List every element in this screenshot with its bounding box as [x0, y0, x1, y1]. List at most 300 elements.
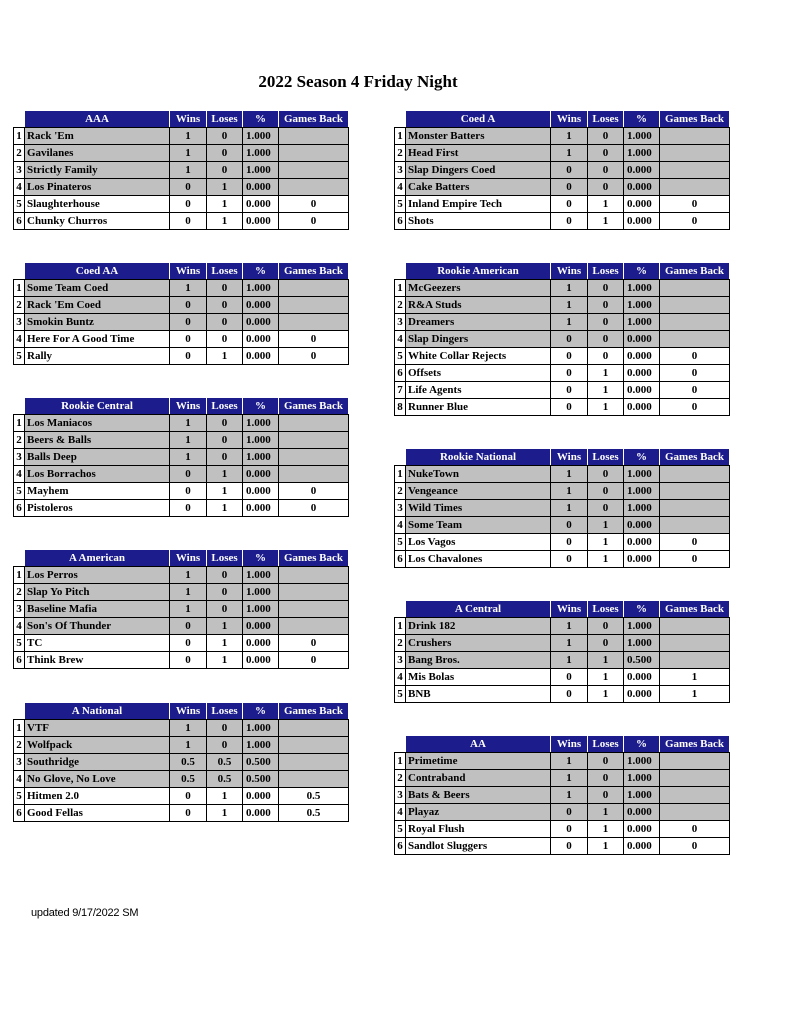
updated-note: updated 9/17/2022 SM: [31, 907, 139, 919]
games-back-cell: [660, 145, 730, 162]
rank-cell: 3: [14, 754, 25, 771]
loses-cell: 1: [207, 196, 243, 213]
table-row: [14, 145, 349, 162]
wins-cell: 1: [551, 280, 588, 297]
wins-cell: 0: [551, 534, 588, 551]
loses-cell: 0: [588, 145, 624, 162]
table-row: [14, 618, 349, 635]
team-name-cell: Rack 'Em Coed: [25, 297, 170, 314]
table-header-row: [395, 601, 730, 618]
rank-cell: 6: [395, 838, 406, 855]
table-row: [395, 162, 730, 179]
pct-cell: 0.000: [624, 213, 660, 230]
rank-header: [14, 263, 25, 280]
games-back-cell: [660, 128, 730, 145]
loses-cell: 0: [588, 128, 624, 145]
team-name-cell: McGeezers: [406, 280, 551, 297]
loses-cell: 1: [207, 500, 243, 517]
loses-cell: 0: [207, 297, 243, 314]
games-back-cell: 0: [660, 348, 730, 365]
pct-header: %: [624, 263, 660, 280]
pct-cell: 1.000: [243, 432, 279, 449]
team-name-cell: Wolfpack: [25, 737, 170, 754]
table-header-row: [14, 550, 349, 567]
games-back-cell: 0.5: [279, 788, 349, 805]
team-name-cell: Beers & Balls: [25, 432, 170, 449]
loses-cell: 1: [588, 517, 624, 534]
rank-cell: 5: [14, 635, 25, 652]
wins-cell: 1: [170, 162, 207, 179]
table-row: [395, 331, 730, 348]
loses-cell: 0: [207, 720, 243, 737]
loses-cell: 0: [207, 449, 243, 466]
loses-cell: 0: [207, 128, 243, 145]
loses-cell: 1: [588, 652, 624, 669]
games-back-cell: 0: [660, 382, 730, 399]
team-name-cell: Some Team Coed: [25, 280, 170, 297]
games-back-cell: 0: [660, 196, 730, 213]
team-name-cell: Primetime: [406, 753, 551, 770]
loses-cell: 0: [207, 567, 243, 584]
pct-cell: 0.000: [243, 483, 279, 500]
rank-cell: 4: [14, 618, 25, 635]
loses-cell: 0: [588, 483, 624, 500]
table-row: [395, 787, 730, 804]
table-row: [395, 804, 730, 821]
table-row: [14, 128, 349, 145]
games-back-header: Games Back: [660, 601, 730, 618]
pct-cell: 0.000: [243, 500, 279, 517]
team-name-cell: Wild Times: [406, 500, 551, 517]
loses-cell: 0: [588, 618, 624, 635]
rank-cell: 5: [395, 348, 406, 365]
team-name-cell: Inland Empire Tech: [406, 196, 551, 213]
team-name-cell: Think Brew: [25, 652, 170, 669]
wins-header: Wins: [551, 601, 588, 618]
table-row: [395, 145, 730, 162]
rank-cell: 3: [395, 162, 406, 179]
rank-cell: 4: [14, 179, 25, 196]
games-back-cell: [279, 754, 349, 771]
rank-cell: 4: [395, 669, 406, 686]
rank-cell: 5: [395, 686, 406, 703]
team-name-cell: Southridge: [25, 754, 170, 771]
wins-cell: 0: [170, 805, 207, 822]
pct-cell: 0.000: [624, 399, 660, 416]
games-back-header: Games Back: [279, 703, 349, 720]
team-name-cell: Smokin Buntz: [25, 314, 170, 331]
wins-cell: 1: [170, 145, 207, 162]
wins-cell: 0: [551, 382, 588, 399]
wins-cell: 0: [551, 399, 588, 416]
wins-cell: 1: [170, 415, 207, 432]
pct-cell: 0.000: [624, 382, 660, 399]
pct-cell: 0.000: [243, 348, 279, 365]
loses-cell: 0: [588, 314, 624, 331]
wins-cell: 1: [170, 601, 207, 618]
loses-cell: 0: [588, 787, 624, 804]
team-name-cell: Los Borrachos: [25, 466, 170, 483]
rank-header: [395, 263, 406, 280]
rank-cell: 4: [395, 804, 406, 821]
games-back-cell: 0: [660, 838, 730, 855]
rank-cell: 1: [14, 567, 25, 584]
games-back-cell: [279, 737, 349, 754]
games-back-header: Games Back: [660, 449, 730, 466]
team-name-cell: Gavilanes: [25, 145, 170, 162]
games-back-cell: [660, 652, 730, 669]
loses-cell: 1: [207, 483, 243, 500]
pct-cell: 1.000: [624, 297, 660, 314]
team-name-cell: Rally: [25, 348, 170, 365]
games-back-cell: [279, 432, 349, 449]
rank-cell: 6: [14, 500, 25, 517]
wins-cell: 0: [551, 179, 588, 196]
loses-cell: 0: [588, 297, 624, 314]
division-name: Rookie National: [406, 449, 551, 466]
team-name-cell: Rack 'Em: [25, 128, 170, 145]
pct-cell: 0.000: [624, 517, 660, 534]
table-row: [14, 567, 349, 584]
pct-cell: 1.000: [624, 483, 660, 500]
pct-header: %: [624, 601, 660, 618]
loses-cell: 1: [207, 179, 243, 196]
rank-cell: 1: [395, 466, 406, 483]
rank-cell: 4: [395, 331, 406, 348]
wins-cell: 0: [551, 551, 588, 568]
wins-cell: 0.5: [170, 754, 207, 771]
games-back-cell: [660, 753, 730, 770]
table-row: [14, 179, 349, 196]
team-name-cell: Sandlot Sluggers: [406, 838, 551, 855]
loses-header: Loses: [588, 263, 624, 280]
rank-cell: 2: [395, 483, 406, 500]
team-name-cell: Head First: [406, 145, 551, 162]
table-row: [14, 331, 349, 348]
loses-cell: 0: [588, 280, 624, 297]
loses-cell: 0: [207, 432, 243, 449]
pct-cell: 0.000: [243, 331, 279, 348]
wins-cell: 1: [551, 500, 588, 517]
table-header-row: [14, 398, 349, 415]
games-back-cell: [660, 517, 730, 534]
table-header-row: [14, 703, 349, 720]
division-name: A American: [25, 550, 170, 567]
table-row: [14, 415, 349, 432]
team-name-cell: R&A Studs: [406, 297, 551, 314]
rank-cell: 3: [14, 449, 25, 466]
team-name-cell: Chunky Churros: [25, 213, 170, 230]
table-row: [395, 534, 730, 551]
games-back-header: Games Back: [660, 736, 730, 753]
pct-cell: 0.000: [243, 196, 279, 213]
team-name-cell: Some Team: [406, 517, 551, 534]
pct-cell: 0.000: [243, 314, 279, 331]
loses-cell: 0: [588, 179, 624, 196]
loses-cell: 0: [588, 753, 624, 770]
table-header-row: [395, 736, 730, 753]
division-table-coed-a: [394, 110, 730, 230]
loses-cell: 1: [588, 804, 624, 821]
pct-cell: 1.000: [243, 415, 279, 432]
loses-header: Loses: [588, 449, 624, 466]
wins-cell: 0: [170, 635, 207, 652]
wins-cell: 1: [170, 280, 207, 297]
games-back-cell: 0: [279, 348, 349, 365]
team-name-cell: Bang Bros.: [406, 652, 551, 669]
wins-cell: 1: [551, 314, 588, 331]
games-back-cell: 0: [279, 483, 349, 500]
team-name-cell: Baseline Mafia: [25, 601, 170, 618]
loses-cell: 1: [207, 213, 243, 230]
table-row: [395, 399, 730, 416]
rank-header: [14, 703, 25, 720]
loses-header: Loses: [207, 398, 243, 415]
wins-header: Wins: [170, 111, 207, 128]
loses-cell: 0: [207, 737, 243, 754]
loses-header: Loses: [588, 601, 624, 618]
division-name: Coed A: [406, 111, 551, 128]
team-name-cell: Life Agents: [406, 382, 551, 399]
pct-cell: 0.000: [243, 466, 279, 483]
loses-cell: 1: [588, 534, 624, 551]
rank-header: [395, 601, 406, 618]
pct-cell: 0.000: [624, 686, 660, 703]
games-back-header: Games Back: [660, 263, 730, 280]
wins-cell: 0: [551, 213, 588, 230]
pct-header: %: [624, 449, 660, 466]
rank-header: [395, 449, 406, 466]
games-back-cell: [660, 787, 730, 804]
pct-cell: 1.000: [243, 280, 279, 297]
rank-cell: 4: [14, 466, 25, 483]
table-row: [395, 466, 730, 483]
games-back-header: Games Back: [279, 263, 349, 280]
rank-cell: 4: [14, 771, 25, 788]
wins-cell: 1: [170, 584, 207, 601]
pct-cell: 0.000: [243, 297, 279, 314]
games-back-cell: [279, 771, 349, 788]
rank-cell: 3: [14, 601, 25, 618]
wins-header: Wins: [170, 398, 207, 415]
rank-cell: 5: [395, 534, 406, 551]
division-table-a-central: [394, 600, 730, 703]
table-header-row: [14, 111, 349, 128]
wins-cell: 1: [551, 787, 588, 804]
wins-cell: 0: [551, 838, 588, 855]
pct-header: %: [243, 703, 279, 720]
table-row: [14, 771, 349, 788]
loses-cell: 0: [588, 635, 624, 652]
team-name-cell: Hitmen 2.0: [25, 788, 170, 805]
pct-cell: 1.000: [624, 753, 660, 770]
loses-cell: 1: [588, 196, 624, 213]
games-back-cell: [279, 128, 349, 145]
table-row: [395, 618, 730, 635]
rank-cell: 2: [14, 145, 25, 162]
games-back-cell: [660, 162, 730, 179]
table-row: [395, 314, 730, 331]
wins-header: Wins: [170, 550, 207, 567]
team-name-cell: No Glove, No Love: [25, 771, 170, 788]
rank-cell: 2: [14, 297, 25, 314]
wins-cell: 0: [170, 331, 207, 348]
loses-header: Loses: [207, 111, 243, 128]
team-name-cell: Pistoleros: [25, 500, 170, 517]
table-row: [395, 551, 730, 568]
division-table-aa: [394, 735, 730, 855]
pct-cell: 1.000: [624, 128, 660, 145]
loses-header: Loses: [207, 550, 243, 567]
wins-cell: 1: [551, 652, 588, 669]
pct-cell: 1.000: [243, 567, 279, 584]
table-row: [14, 805, 349, 822]
games-back-cell: 0: [279, 652, 349, 669]
loses-cell: 1: [207, 618, 243, 635]
team-name-cell: Slap Yo Pitch: [25, 584, 170, 601]
pct-cell: 0.000: [624, 179, 660, 196]
loses-cell: 0: [207, 601, 243, 618]
rank-cell: 3: [395, 787, 406, 804]
wins-cell: 1: [551, 770, 588, 787]
pct-cell: 0.500: [624, 652, 660, 669]
division-name: Coed AA: [25, 263, 170, 280]
pct-cell: 1.000: [624, 787, 660, 804]
table-row: [14, 483, 349, 500]
team-name-cell: VTF: [25, 720, 170, 737]
rank-cell: 2: [395, 145, 406, 162]
rank-cell: 3: [395, 500, 406, 517]
loses-cell: 1: [588, 838, 624, 855]
wins-cell: 0: [551, 196, 588, 213]
pct-cell: 1.000: [624, 618, 660, 635]
games-back-cell: 1: [660, 686, 730, 703]
table-row: [395, 753, 730, 770]
team-name-cell: Offsets: [406, 365, 551, 382]
pct-cell: 1.000: [624, 466, 660, 483]
pct-cell: 0.000: [624, 838, 660, 855]
division-name: Rookie American: [406, 263, 551, 280]
rank-cell: 5: [14, 788, 25, 805]
games-back-cell: [660, 466, 730, 483]
table-row: [395, 669, 730, 686]
wins-cell: 0: [551, 686, 588, 703]
table-header-row: [395, 263, 730, 280]
division-table-rookie-national: [394, 448, 730, 568]
rank-cell: 1: [395, 618, 406, 635]
division-table-a-american: [13, 549, 349, 669]
division-table-rookie-central: [13, 397, 349, 517]
loses-cell: 0: [207, 162, 243, 179]
wins-cell: 1: [170, 449, 207, 466]
table-row: [14, 584, 349, 601]
loses-cell: 0: [588, 466, 624, 483]
rank-cell: 1: [395, 128, 406, 145]
games-back-cell: 0: [660, 213, 730, 230]
rank-cell: 3: [395, 652, 406, 669]
loses-cell: 1: [207, 788, 243, 805]
loses-cell: 1: [588, 551, 624, 568]
pct-cell: 1.000: [624, 145, 660, 162]
table-row: [14, 162, 349, 179]
wins-cell: 0: [170, 618, 207, 635]
pct-cell: 1.000: [624, 500, 660, 517]
pct-cell: 0.000: [243, 788, 279, 805]
pct-cell: 1.000: [243, 128, 279, 145]
table-row: [14, 737, 349, 754]
table-row: [14, 280, 349, 297]
loses-cell: 1: [588, 399, 624, 416]
wins-cell: 1: [170, 432, 207, 449]
table-row: [395, 770, 730, 787]
games-back-cell: 0: [660, 365, 730, 382]
table-row: [395, 213, 730, 230]
pct-cell: 1.000: [243, 720, 279, 737]
team-name-cell: Slaughterhouse: [25, 196, 170, 213]
rank-cell: 6: [14, 805, 25, 822]
division-table-rookie-american: [394, 262, 730, 416]
team-name-cell: NukeTown: [406, 466, 551, 483]
pct-header: %: [243, 550, 279, 567]
wins-cell: 0: [551, 804, 588, 821]
games-back-cell: [660, 179, 730, 196]
wins-cell: 0: [170, 466, 207, 483]
wins-cell: 0: [551, 669, 588, 686]
table-row: [395, 365, 730, 382]
pct-cell: 1.000: [243, 584, 279, 601]
pct-cell: 1.000: [624, 280, 660, 297]
games-back-cell: [660, 770, 730, 787]
games-back-cell: [279, 280, 349, 297]
pct-cell: 1.000: [243, 601, 279, 618]
games-back-cell: [660, 500, 730, 517]
team-name-cell: White Collar Rejects: [406, 348, 551, 365]
division-name: A Central: [406, 601, 551, 618]
loses-cell: 1: [588, 213, 624, 230]
pct-cell: 0.000: [624, 162, 660, 179]
pct-cell: 0.000: [624, 365, 660, 382]
team-name-cell: Slap Dingers: [406, 331, 551, 348]
table-row: [395, 686, 730, 703]
table-row: [14, 213, 349, 230]
games-back-cell: 0: [279, 500, 349, 517]
pct-cell: 0.500: [243, 754, 279, 771]
games-back-header: Games Back: [279, 398, 349, 415]
loses-cell: 0: [207, 331, 243, 348]
table-row: [395, 838, 730, 855]
rank-cell: 2: [395, 770, 406, 787]
rank-cell: 6: [395, 551, 406, 568]
pct-cell: 1.000: [243, 449, 279, 466]
table-row: [395, 635, 730, 652]
games-back-cell: [279, 466, 349, 483]
pct-cell: 0.000: [624, 551, 660, 568]
rank-cell: 5: [395, 821, 406, 838]
rank-header: [395, 736, 406, 753]
wins-cell: 1: [551, 297, 588, 314]
loses-cell: 0: [588, 348, 624, 365]
loses-header: Loses: [207, 703, 243, 720]
rank-header: [395, 111, 406, 128]
pct-cell: 0.000: [624, 669, 660, 686]
wins-cell: 1: [551, 483, 588, 500]
table-row: [14, 788, 349, 805]
wins-cell: 0: [551, 517, 588, 534]
loses-cell: 1: [207, 805, 243, 822]
wins-header: Wins: [551, 736, 588, 753]
pct-cell: 0.000: [624, 534, 660, 551]
table-row: [14, 297, 349, 314]
